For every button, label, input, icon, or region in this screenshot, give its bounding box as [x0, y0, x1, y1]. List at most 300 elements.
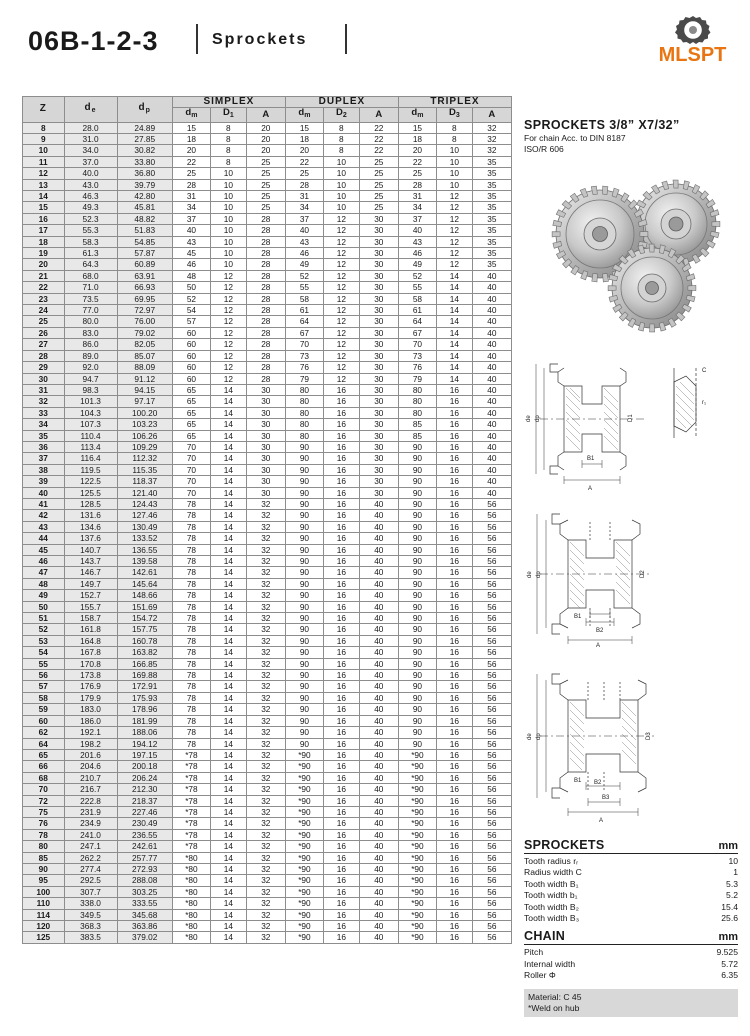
table-row: [23, 248, 512, 259]
cell-d-17: 57: [172, 316, 210, 327]
cell-D-6: 10: [210, 191, 246, 202]
cell-D-26: 16: [323, 419, 359, 430]
cell-d-61: *78: [172, 818, 210, 829]
cell-d-49: 176.9: [64, 681, 117, 692]
cell-A-12: 35: [472, 259, 511, 270]
cell-d-47: 78: [172, 658, 210, 669]
table-row: [23, 202, 512, 213]
cell-D-63: 16: [323, 841, 359, 852]
cell-A-7: 25: [246, 202, 285, 213]
cell-D-71: 16: [323, 932, 359, 943]
cell-d-8: 48.82: [117, 213, 172, 224]
cell-D-71: 14: [210, 932, 246, 943]
cell-Z-26: 34: [23, 419, 65, 430]
cell-A-37: 32: [246, 544, 285, 555]
cell-A-65: 40: [359, 863, 398, 874]
cell-d-15: 69.95: [117, 293, 172, 304]
cell-d-29: 90: [398, 453, 436, 464]
table-body: [23, 122, 512, 943]
cell-d-51: 178.96: [117, 704, 172, 715]
cell-d-4: 25: [398, 168, 436, 179]
cell-D-11: 10: [210, 248, 246, 259]
cell-D-51: 14: [210, 704, 246, 715]
cell-d-6: 31: [172, 191, 210, 202]
cell-A-15: 28: [246, 293, 285, 304]
cell-d-31: 90: [398, 476, 436, 487]
cell-d-60: *90: [398, 806, 436, 817]
cell-A-25: 30: [359, 407, 398, 418]
cell-A-32: 40: [472, 487, 511, 498]
cell-d-49: 90: [285, 681, 323, 692]
cell-D-50: 14: [210, 692, 246, 703]
cell-d-50: 78: [172, 692, 210, 703]
cell-d-51: 183.0: [64, 704, 117, 715]
cell-d-42: 78: [172, 601, 210, 612]
cell-d-1: 31.0: [64, 133, 117, 144]
cell-D-5: 10: [210, 179, 246, 190]
label-D1: D1: [628, 414, 634, 422]
col-dp: $d_p$: [117, 97, 172, 123]
chain-spec-label: Pitch: [524, 947, 544, 958]
cell-d-54: 194.12: [117, 738, 172, 749]
cell-d-28: 113.4: [64, 441, 117, 452]
cell-d-55: 197.15: [117, 749, 172, 760]
cell-D-61: 14: [210, 818, 246, 829]
cell-A-20: 30: [359, 350, 398, 361]
cell-A-51: 32: [246, 704, 285, 715]
cell-Z-5: 13: [23, 179, 65, 190]
table-row: [23, 841, 512, 852]
technical-drawing-simplex: [524, 342, 738, 492]
cell-d-54: 78: [172, 738, 210, 749]
cell-d-62: 236.55: [117, 829, 172, 840]
cell-D-37: 14: [210, 544, 246, 555]
cell-D-25: 16: [436, 407, 472, 418]
cell-Z-49: 57: [23, 681, 65, 692]
cell-D-43: 14: [210, 613, 246, 624]
cell-D-1: 8: [210, 133, 246, 144]
chain-spec-rows: [524, 947, 738, 981]
cell-d-64: 257.77: [117, 852, 172, 863]
cell-D-36: 14: [210, 533, 246, 544]
cell-d-57: 206.24: [117, 772, 172, 783]
cell-D-28: 14: [210, 441, 246, 452]
cell-A-56: 32: [246, 761, 285, 772]
cell-A-31: 30: [359, 476, 398, 487]
table-row: [23, 863, 512, 874]
cell-Z-16: 24: [23, 305, 65, 316]
cell-D-56: 16: [436, 761, 472, 772]
cell-d-38: 90: [398, 556, 436, 567]
cell-d-0: 24.89: [117, 122, 172, 133]
cell-d-10: 43: [398, 236, 436, 247]
cell-D-33: 14: [210, 498, 246, 509]
cell-D-54: 16: [323, 738, 359, 749]
cell-A-44: 56: [472, 624, 511, 635]
cell-A-69: 32: [246, 909, 285, 920]
cell-d-6: 42.80: [117, 191, 172, 202]
cell-A-25: 40: [472, 407, 511, 418]
cell-d-66: 288.08: [117, 875, 172, 886]
cell-A-63: 56: [472, 841, 511, 852]
table-row: [23, 624, 512, 635]
label-D3: D3: [646, 732, 652, 740]
cell-A-46: 40: [359, 647, 398, 658]
cell-D-43: 16: [323, 613, 359, 624]
cell-d-11: 46: [398, 248, 436, 259]
cell-D-0: 8: [323, 122, 359, 133]
cell-d-44: 90: [285, 624, 323, 635]
cell-D-23: 16: [436, 384, 472, 395]
cell-d-10: 54.85: [117, 236, 172, 247]
cell-A-67: 32: [246, 886, 285, 897]
cell-d-29: 116.4: [64, 453, 117, 464]
cell-D-34: 16: [436, 510, 472, 521]
cell-d-39: 142.61: [117, 567, 172, 578]
cell-Z-69: 114: [23, 909, 65, 920]
cell-d-18: 67: [398, 327, 436, 338]
cell-D-64: 16: [323, 852, 359, 863]
cell-d-7: 34: [398, 202, 436, 213]
cell-d-30: 115.35: [117, 464, 172, 475]
cell-D-19: 12: [210, 339, 246, 350]
cell-D-39: 16: [323, 567, 359, 578]
cell-d-45: 164.8: [64, 635, 117, 646]
table-row: [23, 704, 512, 715]
cell-d-37: 78: [172, 544, 210, 555]
cell-d-65: 272.93: [117, 863, 172, 874]
cell-d-68: 338.0: [64, 898, 117, 909]
cell-d-19: 60: [172, 339, 210, 350]
cell-d-34: 78: [172, 510, 210, 521]
cell-d-16: 77.0: [64, 305, 117, 316]
cell-Z-36: 44: [23, 533, 65, 544]
cell-Z-40: 48: [23, 578, 65, 589]
label-dp: dp: [535, 415, 541, 422]
cell-A-30: 30: [246, 464, 285, 475]
cell-A-54: 32: [246, 738, 285, 749]
cell-d-24: 80: [398, 396, 436, 407]
cell-D-30: 16: [436, 464, 472, 475]
cell-d-14: 55: [398, 282, 436, 293]
cell-Z-30: 38: [23, 464, 65, 475]
cell-d-44: 78: [172, 624, 210, 635]
cell-D-9: 12: [323, 225, 359, 236]
cell-D-48: 16: [323, 670, 359, 681]
table-row: [23, 384, 512, 395]
table-row: [23, 749, 512, 760]
cell-d-5: 28: [398, 179, 436, 190]
cell-d-23: 65: [172, 384, 210, 395]
cell-A-40: 32: [246, 578, 285, 589]
table-row: [23, 852, 512, 863]
cell-d-61: 230.49: [117, 818, 172, 829]
label-b1: B1: [574, 614, 582, 620]
table-row: [23, 784, 512, 795]
cell-D-38: 16: [323, 556, 359, 567]
cell-Z-59: 72: [23, 795, 65, 806]
cell-A-44: 40: [359, 624, 398, 635]
cell-A-67: 56: [472, 886, 511, 897]
cell-Z-48: 56: [23, 670, 65, 681]
cell-d-21: 76: [285, 362, 323, 373]
cell-d-69: 345.68: [117, 909, 172, 920]
cell-d-45: 78: [172, 635, 210, 646]
cell-A-57: 40: [359, 772, 398, 783]
cell-A-49: 40: [359, 681, 398, 692]
table-row: [23, 647, 512, 658]
cell-A-62: 56: [472, 829, 511, 840]
cell-d-7: 49.3: [64, 202, 117, 213]
cell-d-51: 78: [172, 704, 210, 715]
table-row: [23, 362, 512, 373]
cell-A-64: 40: [359, 852, 398, 863]
cell-Z-17: 25: [23, 316, 65, 327]
cell-D-57: 14: [210, 772, 246, 783]
cell-A-20: 28: [246, 350, 285, 361]
cell-D-40: 16: [323, 578, 359, 589]
cell-d-57: 210.7: [64, 772, 117, 783]
cell-D-5: 10: [436, 179, 472, 190]
cell-d-12: 49: [285, 259, 323, 270]
cell-d-12: 64.3: [64, 259, 117, 270]
cell-A-14: 40: [472, 282, 511, 293]
cell-D-61: 16: [436, 818, 472, 829]
cell-d-0: 15: [172, 122, 210, 133]
cell-A-71: 32: [246, 932, 285, 943]
cell-d-62: 241.0: [64, 829, 117, 840]
cell-A-8: 35: [472, 213, 511, 224]
cell-D-62: 14: [210, 829, 246, 840]
material-note: [524, 989, 738, 1017]
cell-d-28: 90: [398, 441, 436, 452]
cell-A-12: 28: [246, 259, 285, 270]
cell-A-26: 30: [359, 419, 398, 430]
cell-A-29: 30: [246, 453, 285, 464]
cell-d-43: 90: [398, 613, 436, 624]
table-row: [23, 738, 512, 749]
col-z: Z: [23, 97, 65, 123]
cell-d-69: *80: [172, 909, 210, 920]
cell-d-58: 212.30: [117, 784, 172, 795]
cell-A-13: 28: [246, 270, 285, 281]
cell-A-33: 56: [472, 498, 511, 509]
table-row: [23, 898, 512, 909]
cell-d-60: *78: [172, 806, 210, 817]
cell-d-34: 131.6: [64, 510, 117, 521]
cell-d-30: 119.5: [64, 464, 117, 475]
cell-d-38: 78: [172, 556, 210, 567]
sprocket-spec-label: Tooth radius rᵣ: [524, 856, 579, 866]
cell-A-4: 35: [472, 168, 511, 179]
cell-d-52: 78: [172, 715, 210, 726]
cell-d-65: *80: [172, 863, 210, 874]
cell-A-42: 40: [359, 601, 398, 612]
table-row: [23, 932, 512, 943]
cell-d-2: 20: [398, 145, 436, 156]
cell-d-54: 90: [398, 738, 436, 749]
cell-A-61: 40: [359, 818, 398, 829]
sprocket-spec-value: 25.6: [721, 913, 738, 924]
cell-D-58: 16: [436, 784, 472, 795]
cell-d-42: 90: [285, 601, 323, 612]
cell-Z-27: 35: [23, 430, 65, 441]
cell-A-46: 56: [472, 647, 511, 658]
cell-D-46: 16: [323, 647, 359, 658]
cell-d-53: 90: [398, 727, 436, 738]
table-row: [23, 236, 512, 247]
cell-d-70: 368.3: [64, 921, 117, 932]
cell-D-45: 14: [210, 635, 246, 646]
cell-Z-34: 42: [23, 510, 65, 521]
company-logo: [645, 14, 740, 72]
cell-A-5: 25: [359, 179, 398, 190]
cell-A-30: 40: [472, 464, 511, 475]
cell-d-32: 70: [172, 487, 210, 498]
cell-D-35: 16: [436, 521, 472, 532]
cell-d-1: 18: [172, 133, 210, 144]
cell-D-47: 14: [210, 658, 246, 669]
cell-Z-1: 9: [23, 133, 65, 144]
cell-Z-46: 54: [23, 647, 65, 658]
cell-Z-43: 51: [23, 613, 65, 624]
cell-A-36: 40: [359, 533, 398, 544]
cell-d-34: 90: [285, 510, 323, 521]
cell-d-43: 90: [285, 613, 323, 624]
cell-D-30: 14: [210, 464, 246, 475]
cell-D-15: 12: [210, 293, 246, 304]
cell-d-59: *78: [172, 795, 210, 806]
table-row: [23, 282, 512, 293]
cell-D-36: 16: [436, 533, 472, 544]
cell-d-64: *90: [398, 852, 436, 863]
cell-A-36: 56: [472, 533, 511, 544]
cell-d-33: 128.5: [64, 498, 117, 509]
cell-A-58: 32: [246, 784, 285, 795]
cell-d-14: 50: [172, 282, 210, 293]
cell-D-1: 8: [436, 133, 472, 144]
cell-d-57: *78: [172, 772, 210, 783]
cell-Z-14: 22: [23, 282, 65, 293]
cell-A-0: 20: [246, 122, 285, 133]
cell-D-31: 14: [210, 476, 246, 487]
cell-d-55: *90: [398, 749, 436, 760]
cell-d-16: 72.97: [117, 305, 172, 316]
cell-A-68: 40: [359, 898, 398, 909]
cell-d-63: *90: [285, 841, 323, 852]
cell-d-39: 146.7: [64, 567, 117, 578]
cell-d-67: 303.25: [117, 886, 172, 897]
cell-d-42: 151.69: [117, 601, 172, 612]
cell-D-54: 14: [210, 738, 246, 749]
cell-A-70: 56: [472, 921, 511, 932]
cell-A-62: 32: [246, 829, 285, 840]
cell-d-36: 133.52: [117, 533, 172, 544]
cell-A-11: 30: [359, 248, 398, 259]
cell-A-28: 30: [246, 441, 285, 452]
cell-D-39: 14: [210, 567, 246, 578]
cell-A-56: 40: [359, 761, 398, 772]
cell-D-57: 16: [323, 772, 359, 783]
cell-d-62: *78: [172, 829, 210, 840]
cell-d-35: 90: [285, 521, 323, 532]
cell-A-0: 32: [472, 122, 511, 133]
page-header: [0, 0, 750, 88]
sprocket-spec-value: 5.3: [726, 878, 738, 889]
cell-Z-53: 62: [23, 727, 65, 738]
cell-D-51: 16: [436, 704, 472, 715]
table-row: [23, 533, 512, 544]
sprocket-heading: SPROCKETS 3/8” X7/32”: [524, 118, 680, 132]
cell-A-38: 56: [472, 556, 511, 567]
cell-D-48: 16: [436, 670, 472, 681]
cell-d-18: 83.0: [64, 327, 117, 338]
table-row: [23, 305, 512, 316]
cell-d-34: 127.46: [117, 510, 172, 521]
cell-d-1: 18: [285, 133, 323, 144]
cell-d-27: 110.4: [64, 430, 117, 441]
cell-D-49: 16: [436, 681, 472, 692]
cell-Z-21: 29: [23, 362, 65, 373]
cell-D-4: 10: [436, 168, 472, 179]
cell-d-68: 333.55: [117, 898, 172, 909]
label-b1: B1: [574, 778, 582, 784]
cell-d-4: 25: [172, 168, 210, 179]
cell-A-11: 35: [472, 248, 511, 259]
table-header: [23, 97, 512, 123]
cell-D-18: 12: [210, 327, 246, 338]
chain-spec-row: [524, 959, 738, 970]
label-C: C: [702, 368, 707, 374]
cell-d-58: *90: [398, 784, 436, 795]
cell-A-57: 32: [246, 772, 285, 783]
sprocket-photo: [524, 176, 738, 336]
col-dm-2: $d_m$: [285, 108, 323, 122]
cell-Z-22: 30: [23, 373, 65, 384]
cell-A-39: 32: [246, 567, 285, 578]
chain-spec-header: [524, 929, 738, 945]
cell-Z-23: 31: [23, 384, 65, 395]
cell-d-30: 70: [172, 464, 210, 475]
cell-D-13: 12: [323, 270, 359, 281]
cell-D-4: 10: [323, 168, 359, 179]
cell-d-23: 94.15: [117, 384, 172, 395]
cell-A-67: 40: [359, 886, 398, 897]
cell-D-69: 14: [210, 909, 246, 920]
cell-d-55: *90: [285, 749, 323, 760]
cell-D-39: 16: [436, 567, 472, 578]
cell-D-24: 16: [323, 396, 359, 407]
title-divider: [196, 24, 198, 54]
cell-d-28: 90: [285, 441, 323, 452]
cell-d-26: 80: [285, 419, 323, 430]
table-row: [23, 556, 512, 567]
cell-Z-56: 66: [23, 761, 65, 772]
cell-A-0: 22: [359, 122, 398, 133]
cell-d-16: 54: [172, 305, 210, 316]
cell-d-56: *90: [285, 761, 323, 772]
cell-d-37: 140.7: [64, 544, 117, 555]
cell-A-16: 28: [246, 305, 285, 316]
cell-D-68: 16: [323, 898, 359, 909]
cell-A-23: 30: [359, 384, 398, 395]
cell-A-33: 40: [359, 498, 398, 509]
cell-A-2: 20: [246, 145, 285, 156]
cell-A-10: 35: [472, 236, 511, 247]
table-row: [23, 259, 512, 270]
cell-d-41: 90: [398, 590, 436, 601]
sprocket-spec-row: [524, 856, 738, 867]
